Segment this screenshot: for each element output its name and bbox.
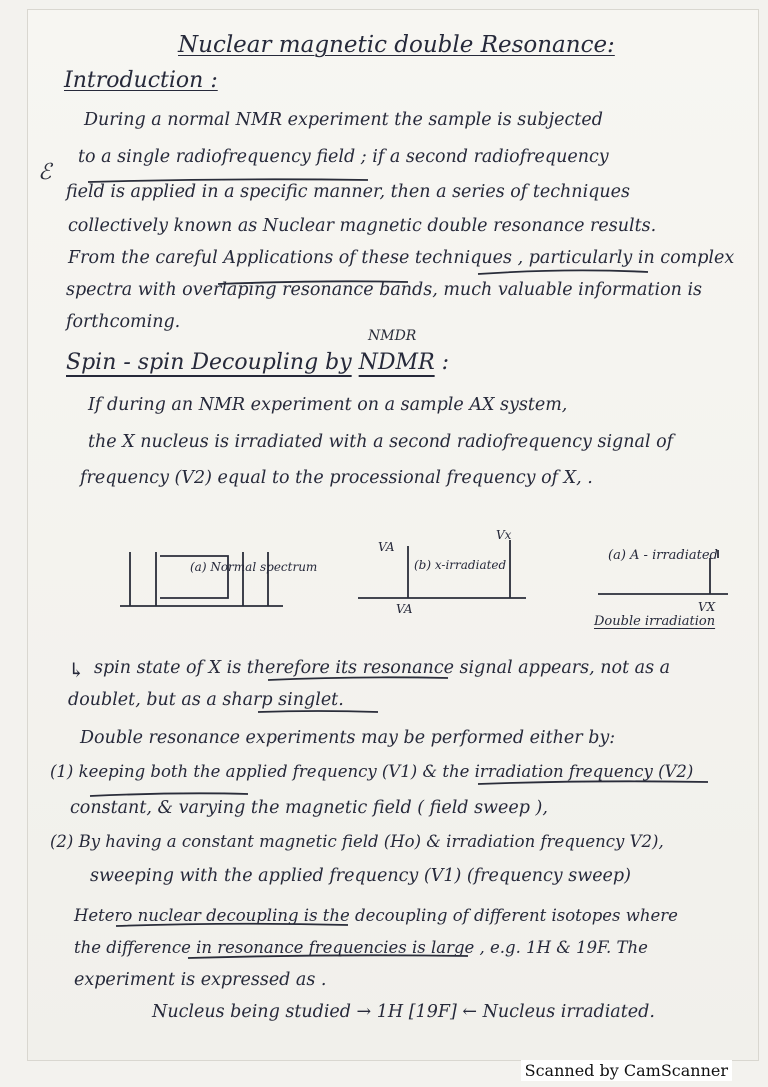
panel-c-label: (a) A - irradiated — [608, 548, 718, 563]
scanner-watermark: Scanned by CamScanner — [521, 1060, 732, 1081]
intro-line-1: During a normal NMR experiment the sample is subjected — [84, 110, 603, 130]
intro-underlines — [28, 10, 758, 350]
body-line-1: spin state of X is therefore its resonance signal appears, not as a — [94, 658, 671, 678]
panel-b-label: (b) x-irradiated — [414, 558, 507, 572]
body-line-11: Nucleus being studied → 1H [19F] ← Nucleus irradiated. — [152, 1002, 655, 1022]
body-underlines — [28, 650, 758, 1040]
vx-bottom-label: VX — [698, 600, 716, 614]
body-line-9: the difference in resonance frequencies is large , e.g. 1H & 19F. The — [74, 938, 648, 957]
body-line-10: experiment is expressed as . — [74, 970, 327, 990]
section-line-2: the X nucleus is irradiated with a second radiofrequency signal of — [88, 432, 674, 452]
intro-line-3: field is applied in a specific manner, then a series of techniques — [66, 182, 630, 202]
intro-line-7: forthcoming. — [66, 312, 181, 332]
va-bottom-label: VA — [396, 602, 413, 616]
intro-line-2: to a single radiofrequency field ; if a second radiofrequency — [78, 147, 609, 167]
body-line-8: Hetero nuclear decoupling is the decoupling of different isotopes where — [74, 906, 678, 925]
margin-mark: ℰ — [38, 160, 52, 185]
handwritten-page — [28, 10, 758, 1060]
intro-heading: Introduction : — [64, 68, 218, 93]
body-line-7: sweeping with the applied frequency (V1) (frequency sweep) — [90, 866, 631, 886]
body-line-3: Double resonance experiments may be performed either by: — [80, 728, 616, 748]
heading-correction: NMDR — [368, 328, 417, 344]
section-heading-prefix: Spin - spin Decoupling by — [66, 350, 352, 375]
vx-top-label: Vx — [496, 528, 512, 542]
body-line-5: constant, & varying the magnetic field ( field sweep ), — [70, 798, 548, 818]
page-title: Nuclear magnetic double Resonance: — [178, 32, 615, 58]
section-line-1: If during an NMR experiment on a sample AX system, — [88, 395, 568, 415]
section-heading-suffix: : — [441, 350, 450, 375]
intro-line-4: collectively known as Nuclear magnetic double resonance results. — [68, 216, 657, 236]
va-top-label: VA — [378, 540, 395, 554]
body-line-2: doublet, but as a sharp singlet. — [68, 690, 344, 710]
arrow-mark: ↳ — [68, 658, 85, 682]
body-line-4: (1) keeping both the applied frequency (V1) & the irradiation frequency (V2) — [50, 762, 694, 781]
intro-line-5: From the careful Applications of these techniques , particularly in complex — [68, 248, 735, 268]
section-heading-struck: NDMR — [358, 350, 435, 375]
panel-a-label: (a) Normal spectrum — [190, 560, 318, 574]
section-line-3: frequency (V2) equal to the processional frequency of X, . — [80, 468, 593, 488]
intro-line-6: spectra with overlaping resonance bands, much valuable information is — [66, 280, 703, 300]
body-line-6: (2) By having a constant magnetic field (Ho) & irradiation frequency V2), — [50, 832, 664, 851]
diagram-caption: Double irradiation — [594, 614, 716, 629]
section-heading — [66, 350, 449, 375]
